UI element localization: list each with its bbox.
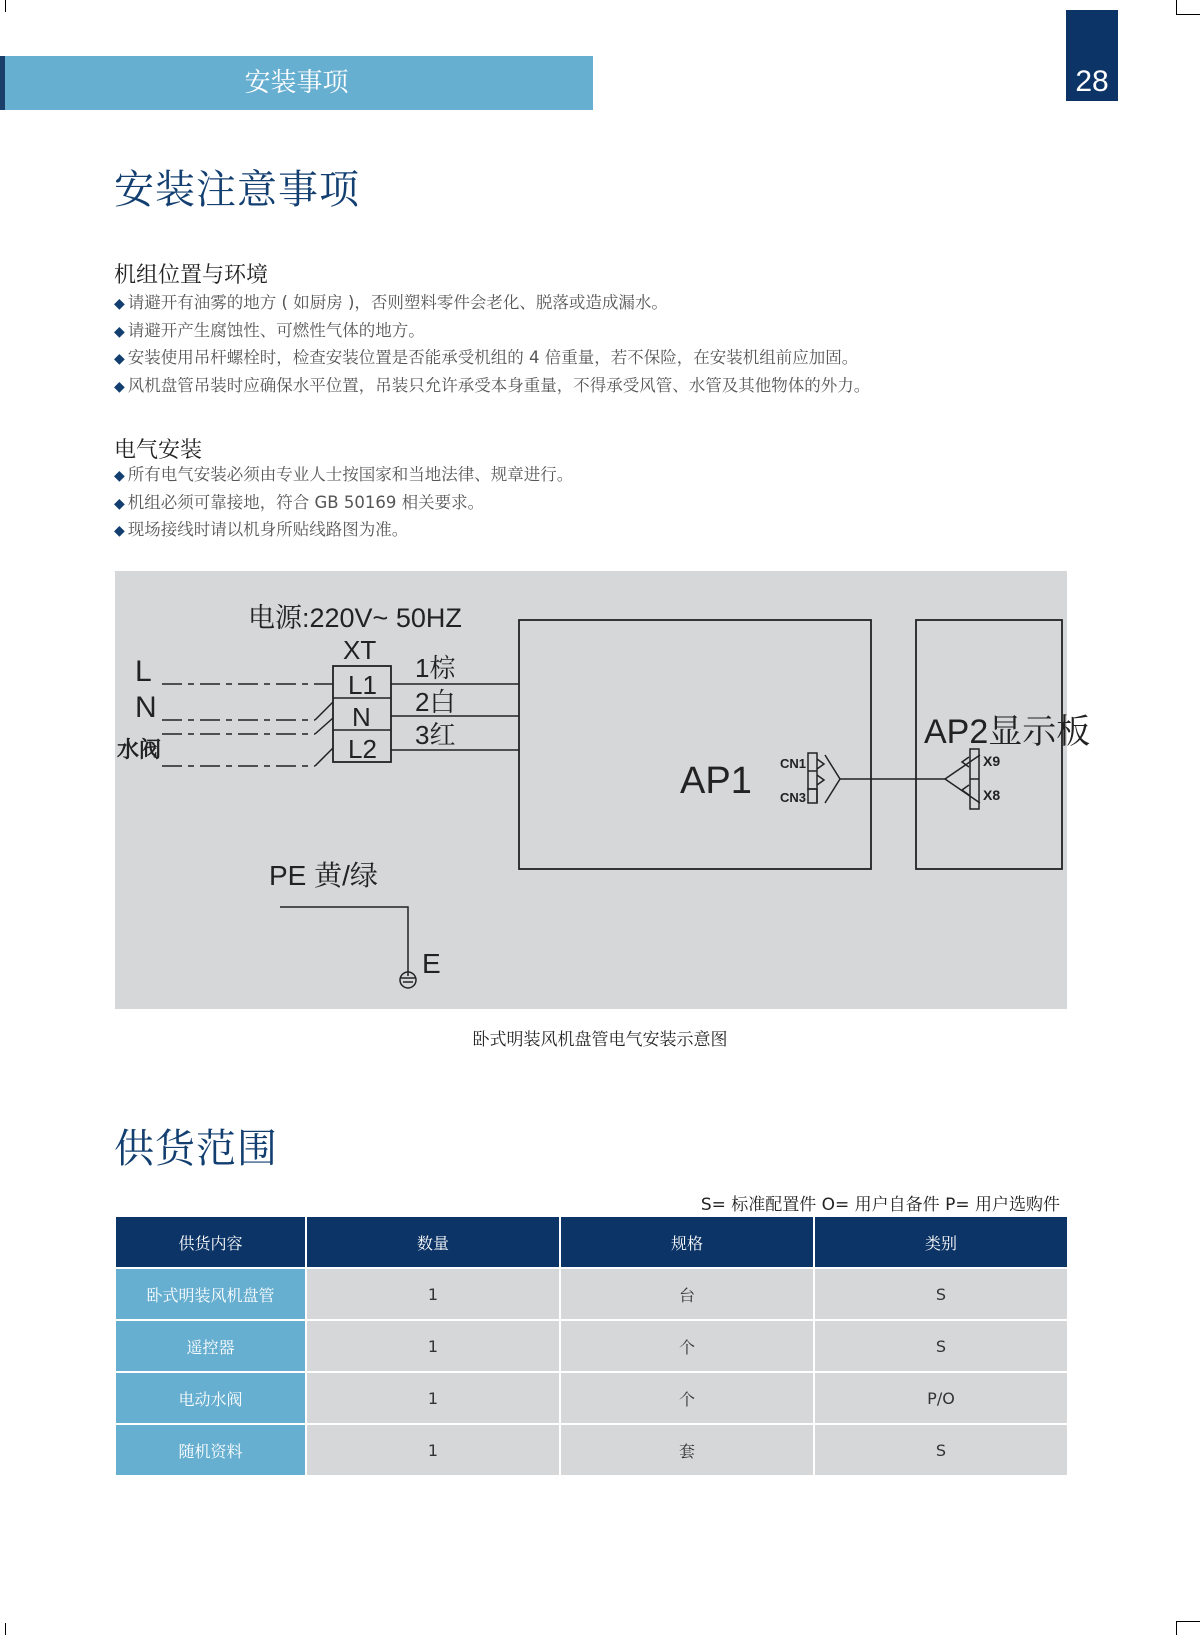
crop-mark	[1176, 14, 1200, 15]
category-cell: S	[814, 1424, 1067, 1475]
table-row	[116, 1372, 1067, 1424]
crop-mark	[1176, 0, 1177, 14]
wiring-diagram	[115, 571, 1091, 1009]
category-cell: S	[814, 1268, 1067, 1320]
crop-mark	[1176, 1621, 1177, 1635]
diagram-caption: 卧式明装风机盘管电气安装示意图	[472, 1030, 728, 1050]
diamond-bullet-icon: ◆	[114, 351, 125, 367]
diamond-bullet-icon: ◆	[114, 323, 125, 340]
list-item: ◆ 请避开有油雾的地方 ( 如厨房 )，否则塑料零件会老化、脱落或造成漏水。	[114, 293, 668, 312]
table-row	[116, 1320, 1067, 1372]
item-name-cell: 卧式明装风机盘管	[116, 1268, 306, 1320]
location-heading: 机组位置与环境	[114, 263, 269, 288]
column-header: 类别	[814, 1217, 1067, 1268]
quantity-cell: 1	[306, 1268, 560, 1320]
cn1-label: CN1	[780, 756, 807, 771]
wire-2-label: 2白	[415, 687, 456, 717]
category-cell: P/O	[814, 1372, 1067, 1424]
terminal-l1: L1	[348, 670, 377, 700]
crop-mark	[1176, 1621, 1200, 1622]
electrical-list	[114, 461, 573, 544]
column-header: 供货内容	[116, 1217, 306, 1268]
cn3-label: CN3	[780, 790, 807, 805]
unit-cell: 个	[560, 1372, 814, 1424]
supply-scope-title: 供货范围	[114, 1126, 278, 1172]
list-item: ◆ 安装使用吊杆螺栓时，检查安装位置是否能承受机组的 4 倍重量，若不保险，在安装机组前应加固。	[114, 348, 859, 367]
section-label: 安装事项	[244, 68, 349, 98]
quantity-cell: 1	[306, 1372, 560, 1424]
list-item: ◆ 所有电气安装必须由专业人士按国家和当地法律、规章进行。	[114, 465, 574, 484]
diamond-bullet-icon: ◆	[114, 378, 125, 395]
list-item: ◆ 风机盘管吊装时应确保水平位置，吊装只允许承受本身重量，不得承受风管、水管及其他物体的外力。	[114, 375, 871, 395]
install-notes-title: 安装注意事项	[114, 167, 360, 213]
ap1-label: AP1	[680, 760, 752, 802]
diamond-bullet-icon: ◆	[114, 468, 125, 484]
xt-label: XT	[343, 635, 377, 665]
wire-3-label: 3红	[415, 720, 456, 750]
wire-1-label: 1棕	[415, 653, 456, 683]
water-valve-label: 水阀	[117, 737, 162, 762]
power-label: 电源:220V~ 50HZ	[248, 603, 462, 633]
table-row	[116, 1268, 1067, 1320]
list-item: ◆ 机组必须可靠接地，符合 GB 50169 相关要求。	[114, 492, 485, 512]
earth-label: E	[422, 948, 441, 979]
line-l-label: L	[135, 655, 152, 688]
section-header-band	[0, 56, 593, 110]
item-name-cell: 电动水阀	[116, 1372, 306, 1424]
diamond-bullet-icon: ◆	[114, 296, 125, 312]
terminal-n: N	[352, 702, 371, 732]
table-row	[116, 1424, 1067, 1475]
x8-label: X8	[983, 787, 1001, 803]
crop-mark	[5, 0, 6, 12]
diamond-bullet-icon: ◆	[114, 523, 125, 539]
x9-label: X9	[983, 753, 1001, 769]
category-legend: S= 标准配置件 O= 用户自备件 P= 用户选购件	[700, 1195, 1060, 1215]
crop-mark	[5, 1623, 6, 1635]
pe-label: PE 黄/绿	[269, 860, 378, 891]
ap1-board	[519, 620, 871, 869]
page-number: 28	[1075, 65, 1109, 98]
terminal-l2: L2	[348, 734, 377, 764]
electrical-heading: 电气安装	[114, 438, 203, 463]
pe-wire	[280, 907, 408, 976]
ap2-label: AP2显示板	[924, 713, 1091, 751]
wiring-diagram-svg	[115, 571, 1091, 1009]
input-leads	[162, 684, 315, 766]
column-header: 数量	[306, 1217, 560, 1268]
item-name-cell: 随机资料	[116, 1424, 306, 1475]
diamond-bullet-icon: ◆	[114, 495, 125, 512]
table-header-row	[116, 1217, 1067, 1268]
unit-cell: 套	[560, 1424, 814, 1475]
unit-cell: 台	[560, 1268, 814, 1320]
quantity-cell: 1	[306, 1424, 560, 1475]
list-item: ◆ 现场接线时请以机身所贴线路图为准。	[114, 520, 409, 539]
item-name-cell: 遥控器	[116, 1320, 306, 1372]
list-item: ◆ 请避开产生腐蚀性、可燃性气体的地方。	[114, 320, 425, 340]
category-cell: S	[814, 1320, 1067, 1372]
x-connector	[945, 749, 980, 809]
location-list	[114, 289, 870, 399]
column-header: 规格	[560, 1217, 814, 1268]
page-number-box	[1066, 10, 1118, 101]
line-n-label: N	[135, 691, 157, 724]
supply-table	[116, 1217, 1067, 1475]
cn-connector	[808, 753, 840, 803]
quantity-cell: 1	[306, 1320, 560, 1372]
unit-cell: 个	[560, 1320, 814, 1372]
